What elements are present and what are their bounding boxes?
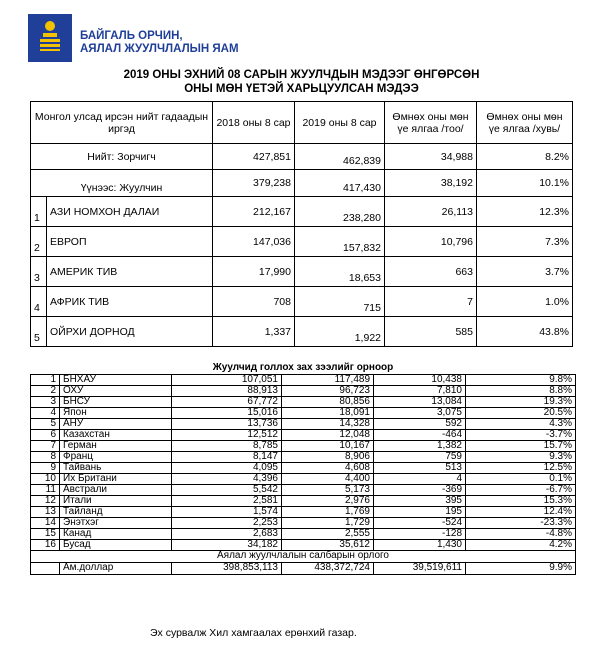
country-index: 9 xyxy=(31,462,60,473)
country-pct: 0.1% xyxy=(466,473,576,484)
country-rows xyxy=(31,374,576,550)
region-diff: 663 xyxy=(385,257,477,287)
country-row xyxy=(31,528,576,539)
country-2019: 2,555 xyxy=(282,528,374,539)
account-2018: 398,853,113 xyxy=(172,562,282,574)
country-pct: 19.3% xyxy=(466,396,576,407)
country-2019: 8,906 xyxy=(282,451,374,462)
country-pct: -3.7% xyxy=(466,429,576,440)
region-2019: 1,922 xyxy=(295,317,385,347)
country-pct: 4.3% xyxy=(466,418,576,429)
country-diff: 1,430 xyxy=(374,539,466,550)
country-row xyxy=(31,440,576,451)
country-index: 10 xyxy=(31,473,60,484)
region-2018: 708 xyxy=(213,287,295,317)
region-diff: 585 xyxy=(385,317,477,347)
region-diff: 7 xyxy=(385,287,477,317)
region-index: 3 xyxy=(31,257,47,287)
header-cell: Монгол улсад ирсэн нийт гадаадын иргэд xyxy=(31,102,213,144)
country-name: АНУ xyxy=(60,418,172,429)
region-pct: 1.0% xyxy=(477,287,573,317)
account-pct: 9.9% xyxy=(466,562,576,574)
country-diff: 759 xyxy=(374,451,466,462)
country-diff: 3,075 xyxy=(374,407,466,418)
country-2019: 14,328 xyxy=(282,418,374,429)
country-name: ОХУ xyxy=(60,385,172,396)
country-index: 4 xyxy=(31,407,60,418)
country-diff: 1,382 xyxy=(374,440,466,451)
region-row xyxy=(31,317,573,347)
account-row xyxy=(31,562,576,574)
country-2019: 4,608 xyxy=(282,462,374,473)
region-index: 2 xyxy=(31,227,47,257)
tourists-row xyxy=(31,170,573,197)
country-row xyxy=(31,495,576,506)
country-name: Австрали xyxy=(60,484,172,495)
region-row xyxy=(31,227,573,257)
country-2018: 34,182 xyxy=(172,539,282,550)
country-2019: 80,856 xyxy=(282,396,374,407)
tourists-label: Үүнээс: Жуулчин xyxy=(31,170,213,197)
country-diff: -369 xyxy=(374,484,466,495)
country-2018: 1,574 xyxy=(172,506,282,517)
country-diff: 395 xyxy=(374,495,466,506)
total-label: Нийт: Зорчигч xyxy=(31,144,213,170)
total-2018: 427,851 xyxy=(213,144,295,170)
region-name: ЕВРОП xyxy=(47,227,213,257)
country-row xyxy=(31,539,576,550)
total-pct: 8.2% xyxy=(477,144,573,170)
region-pct: 43.8% xyxy=(477,317,573,347)
country-index: 16 xyxy=(31,539,60,550)
region-row xyxy=(31,287,573,317)
country-name: Итали xyxy=(60,495,172,506)
country-pct: -23.3% xyxy=(466,517,576,528)
country-diff: -524 xyxy=(374,517,466,528)
country-2019: 18,091 xyxy=(282,407,374,418)
region-2019: 715 xyxy=(295,287,385,317)
header-cell: 2018 оны 8 сар xyxy=(213,102,295,144)
title-line1: 2019 ОНЫ ЭХНИЙ 08 САРЫН ЖУУЛЧДЫН МЭДЭЭГ ӨНГӨРСӨН xyxy=(123,69,480,81)
country-2018: 2,581 xyxy=(172,495,282,506)
country-pct: 8.8% xyxy=(466,385,576,396)
account-title: Аялал жуулчлалын салбарын орлого xyxy=(31,550,576,562)
country-index: 2 xyxy=(31,385,60,396)
country-pct: 9.8% xyxy=(466,374,576,385)
country-row xyxy=(31,418,576,429)
country-row xyxy=(31,517,576,528)
country-diff: 513 xyxy=(374,462,466,473)
summary-header-row xyxy=(31,102,573,144)
source-note: Эх сурвалж Хил хамгаалах ерөнхий газар. xyxy=(150,627,357,639)
ministry-name xyxy=(80,30,239,56)
country-2018: 4,396 xyxy=(172,473,282,484)
country-name: Тайвань xyxy=(60,462,172,473)
region-index: 1 xyxy=(31,197,47,227)
countries-title-row xyxy=(31,362,576,374)
country-name: Бусад xyxy=(60,539,172,550)
country-index: 13 xyxy=(31,506,60,517)
country-2018: 15,016 xyxy=(172,407,282,418)
country-2019: 12,048 xyxy=(282,429,374,440)
country-name: Энэтхэг xyxy=(60,517,172,528)
region-2019: 238,280 xyxy=(295,197,385,227)
country-pct: 15.3% xyxy=(466,495,576,506)
region-name: ОЙРХИ ДОРНОД xyxy=(47,317,213,347)
region-index: 4 xyxy=(31,287,47,317)
country-row xyxy=(31,407,576,418)
country-index: 7 xyxy=(31,440,60,451)
country-name: Япон xyxy=(60,407,172,418)
title-line2: ОНЫ МӨН ҮЕТЭЙ ХАРЬЦУУЛСАН МЭДЭЭ xyxy=(184,83,419,95)
country-index: 11 xyxy=(31,484,60,495)
country-row xyxy=(31,385,576,396)
country-name: Их Британи xyxy=(60,473,172,484)
country-name: Тайланд xyxy=(60,506,172,517)
country-index: 14 xyxy=(31,517,60,528)
country-diff: 4 xyxy=(374,473,466,484)
country-2018: 107,051 xyxy=(172,374,282,385)
ministry-line1: БАЙГАЛЬ ОРЧИН, xyxy=(80,30,183,42)
country-2018: 88,913 xyxy=(172,385,282,396)
country-2018: 2,683 xyxy=(172,528,282,539)
region-name: АЗИ НОМХОН ДАЛАИ xyxy=(47,197,213,227)
country-index: 6 xyxy=(31,429,60,440)
country-index: 12 xyxy=(31,495,60,506)
country-2019: 35,612 xyxy=(282,539,374,550)
country-pct: 15.7% xyxy=(466,440,576,451)
region-2018: 212,167 xyxy=(213,197,295,227)
report-title xyxy=(0,68,603,96)
region-pct: 7.3% xyxy=(477,227,573,257)
country-row xyxy=(31,396,576,407)
country-2019: 4,400 xyxy=(282,473,374,484)
tourists-pct: 10.1% xyxy=(477,170,573,197)
total-2019: 462,839 xyxy=(295,144,385,170)
country-index: 5 xyxy=(31,418,60,429)
countries-title: Жуулчид голлох зах зээлийг орноор xyxy=(212,361,394,373)
country-2018: 2,253 xyxy=(172,517,282,528)
country-pct: 12.5% xyxy=(466,462,576,473)
region-row xyxy=(31,197,573,227)
country-pct: -6.7% xyxy=(466,484,576,495)
total-diff: 34,988 xyxy=(385,144,477,170)
tourists-2018: 379,238 xyxy=(213,170,295,197)
region-index: 5 xyxy=(31,317,47,347)
country-diff: -128 xyxy=(374,528,466,539)
region-pct: 3.7% xyxy=(477,257,573,287)
region-2018: 1,337 xyxy=(213,317,295,347)
country-2018: 8,147 xyxy=(172,451,282,462)
region-diff: 10,796 xyxy=(385,227,477,257)
country-diff: 592 xyxy=(374,418,466,429)
country-diff: 7,810 xyxy=(374,385,466,396)
country-2019: 2,976 xyxy=(282,495,374,506)
country-name: Казахстан xyxy=(60,429,172,440)
country-2018: 8,785 xyxy=(172,440,282,451)
account-diff: 39,519,611 xyxy=(374,562,466,574)
tourists-2019: 417,430 xyxy=(295,170,385,197)
country-row xyxy=(31,462,576,473)
country-2019: 117,489 xyxy=(282,374,374,385)
country-diff: 195 xyxy=(374,506,466,517)
header-cell: 2019 оны 8 сар xyxy=(295,102,385,144)
header-cell: Өмнөх оны мөн үе ялгаа /хувь/ xyxy=(477,102,573,144)
country-2019: 1,729 xyxy=(282,517,374,528)
country-name: БНХАУ xyxy=(60,374,172,385)
account-index xyxy=(31,562,60,574)
account-title-row xyxy=(31,550,576,562)
region-row xyxy=(31,257,573,287)
country-index: 8 xyxy=(31,451,60,462)
country-pct: 4.2% xyxy=(466,539,576,550)
country-2019: 1,769 xyxy=(282,506,374,517)
country-2018: 12,512 xyxy=(172,429,282,440)
country-row xyxy=(31,506,576,517)
account-name: Ам.доллар xyxy=(60,562,172,574)
country-name: Герман xyxy=(60,440,172,451)
country-pct: -4.8% xyxy=(466,528,576,539)
total-row xyxy=(31,144,573,170)
region-pct: 12.3% xyxy=(477,197,573,227)
country-name: Канад xyxy=(60,528,172,539)
country-2018: 13,736 xyxy=(172,418,282,429)
region-2018: 17,990 xyxy=(213,257,295,287)
country-index: 1 xyxy=(31,374,60,385)
region-2018: 147,036 xyxy=(213,227,295,257)
country-row xyxy=(31,473,576,484)
account-2019: 438,372,724 xyxy=(282,562,374,574)
region-2019: 157,832 xyxy=(295,227,385,257)
country-index: 15 xyxy=(31,528,60,539)
country-2018: 4,095 xyxy=(172,462,282,473)
region-diff: 26,113 xyxy=(385,197,477,227)
region-name: АМЕРИК ТИВ xyxy=(47,257,213,287)
tourists-diff: 38,192 xyxy=(385,170,477,197)
country-row xyxy=(31,374,576,385)
ministry-line2: АЯЛАЛ ЖУУЛЧЛАЛЫН ЯАМ xyxy=(80,43,239,55)
country-row xyxy=(31,429,576,440)
countries-table xyxy=(30,362,576,575)
country-name: БНСУ xyxy=(60,396,172,407)
country-diff: 13,084 xyxy=(374,396,466,407)
country-pct: 9.3% xyxy=(466,451,576,462)
country-index: 3 xyxy=(31,396,60,407)
region-2019: 18,653 xyxy=(295,257,385,287)
country-2018: 5,542 xyxy=(172,484,282,495)
country-diff: -464 xyxy=(374,429,466,440)
country-pct: 20.5% xyxy=(466,407,576,418)
country-2019: 96,723 xyxy=(282,385,374,396)
country-pct: 12.4% xyxy=(466,506,576,517)
country-2018: 67,772 xyxy=(172,396,282,407)
region-name: АФРИК ТИВ xyxy=(47,287,213,317)
country-row xyxy=(31,484,576,495)
country-2019: 10,167 xyxy=(282,440,374,451)
government-emblem xyxy=(28,14,72,62)
country-2019: 5,173 xyxy=(282,484,374,495)
summary-table xyxy=(30,101,573,347)
country-name: Франц xyxy=(60,451,172,462)
header-cell: Өмнөх оны мөн үе ялгаа /тоо/ xyxy=(385,102,477,144)
country-diff: 10,438 xyxy=(374,374,466,385)
country-row xyxy=(31,451,576,462)
